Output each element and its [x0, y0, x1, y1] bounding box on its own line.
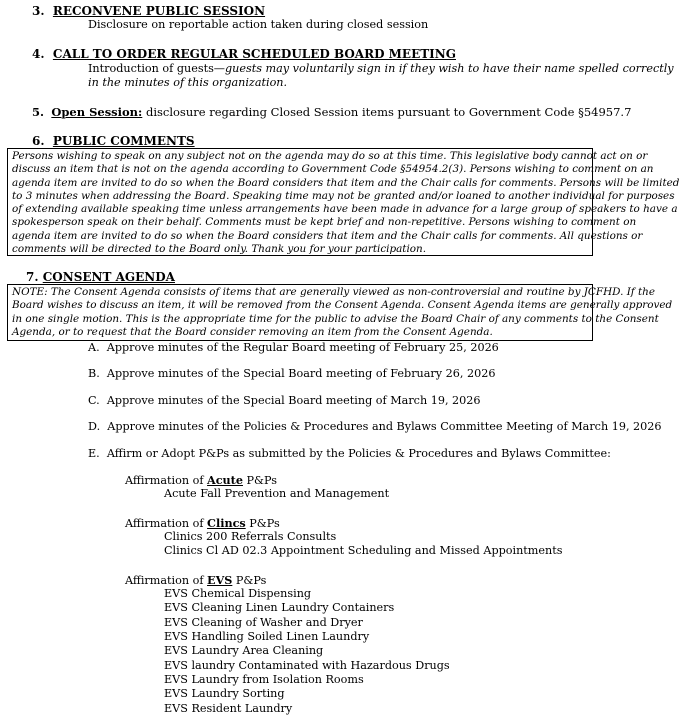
- consent-note-line: NOTE: The Consent Agenda consists of items that are generally viewed as non-controversial and routine by JCFHD. If the: [12, 286, 655, 298]
- section-7-heading: [26, 270, 175, 284]
- section-3-text: Disclosure on reportable action taken during closed session: [88, 18, 429, 31]
- consent-item-text: Approve minutes of the Policies & Procedures and Bylaws Committee Meeting of March 19, 2026: [107, 420, 662, 433]
- affirmation-acute-heading: [125, 473, 277, 488]
- policy-item: Acute Fall Prevention and Management: [164, 487, 390, 500]
- public-comments-line: to 3 minutes when addressing the Board. Speaking time may not be granted and/or loaned to another individual for purposes: [12, 189, 675, 202]
- affirmation-suffix: P&Ps: [245, 517, 280, 530]
- consent-note-box: [7, 284, 673, 341]
- policy-item: Clinics Cl AD 02.3 Appointment Scheduling and Missed Appointments: [164, 544, 563, 557]
- policy-item: EVS laundry Contaminated with Hazardous Drugs: [164, 659, 450, 672]
- affirmation-prefix: Affirmation of: [125, 574, 208, 587]
- consent-item-letter: D.: [88, 420, 101, 433]
- public-comments-line: comments will be directed to the Board only. Thank you for your participation.: [12, 243, 427, 256]
- public-comments-line: spokesperson speak on their behalf. Comments must be kept brief and non-repetitive. Persons wishing to comment on: [12, 216, 637, 229]
- consent-note-line: Agenda, or to request that the Board consider removing an item from the Consent Agenda.: [12, 325, 493, 338]
- section-6-heading: [32, 134, 195, 148]
- section-5-title: Open Session:: [51, 105, 143, 119]
- consent-item-a: [88, 341, 499, 355]
- policy-item: EVS Laundry Area Cleaning: [164, 644, 324, 657]
- consent-item-b: [88, 367, 495, 381]
- section-5-number: 5.: [32, 105, 45, 119]
- affirmation-dept: Acute: [207, 473, 243, 487]
- public-comments-line: agenda item are invited to do so when the Board considers that item and the Chair calls for comments. All questions or: [12, 229, 643, 242]
- policy-item: EVS Cleaning of Washer and Dryer: [164, 616, 363, 629]
- section-3-title: RECONVENE PUBLIC SESSION: [52, 4, 266, 18]
- consent-item-letter: C.: [88, 394, 100, 407]
- consent-item-d: [88, 420, 662, 434]
- public-comments-line: agenda item are invited to do so when the Board considers that item and the Chair calls for comments. Persons will be limited: [12, 176, 679, 189]
- consent-item-text: Approve minutes of the Regular Board meeting of February 25, 2026: [106, 341, 499, 354]
- consent-item-c: [88, 394, 481, 408]
- consent-item-letter: A.: [88, 341, 100, 354]
- section-4-intro: Introduction of guests—: [88, 62, 225, 75]
- policy-item: EVS Cleaning Linen Laundry Containers: [164, 601, 395, 614]
- section-3-number: 3.: [32, 4, 45, 18]
- affirmation-prefix: Affirmation of: [125, 517, 208, 530]
- consent-item-e: [88, 447, 611, 461]
- policy-item: EVS Resident Laundry: [164, 702, 293, 715]
- section-3-heading: [32, 4, 265, 18]
- section-6-title: PUBLIC COMMENTS: [52, 134, 195, 148]
- section-7-number: 7.: [26, 270, 39, 284]
- section-7-title: CONSENT AGENDA: [42, 270, 175, 284]
- policy-item: EVS Handling Soiled Linen Laundry: [164, 630, 370, 643]
- section-4-line-2: in the minutes of this organization.: [88, 76, 288, 89]
- section-4-number: 4.: [32, 47, 45, 61]
- public-comments-line: discuss an item that is not on the agenda according to Government Code §54954.2(3). Persons wishing to comment on an: [12, 163, 654, 176]
- policy-item: EVS Chemical Dispensing: [164, 587, 312, 600]
- section-4-title: CALL TO ORDER REGULAR SCHEDULED BOARD MEETING: [52, 47, 456, 61]
- consent-item-letter: B.: [88, 367, 100, 380]
- policy-item: Clinics 200 Referrals Consults: [164, 530, 337, 543]
- public-comments-box: [7, 148, 679, 256]
- consent-note-line: in one single motion. This is the appropriate time for the public to advise the Board Chair of any comments to the Consent: [12, 312, 659, 325]
- affirmation-prefix: Affirmation of: [125, 474, 208, 487]
- affirmation-suffix: P&Ps: [232, 574, 267, 587]
- consent-item-text: Affirm or Adopt P&Ps as submitted by the Policies & Procedures and Bylaws Committee:: [106, 447, 611, 460]
- section-4-heading: [32, 47, 456, 61]
- affirmation-clincs-heading: [125, 516, 280, 531]
- affirmation-suffix: P&Ps: [242, 474, 277, 487]
- policy-item: EVS Laundry Sorting: [164, 687, 285, 700]
- affirmation-evs-heading: [125, 573, 266, 588]
- section-6-number: 6.: [32, 134, 45, 148]
- section-4-line-1: [88, 62, 674, 76]
- affirmation-dept: EVS: [207, 573, 233, 587]
- consent-item-text: Approve minutes of the Special Board meeting of March 19, 2026: [106, 394, 481, 407]
- affirmation-dept: Clincs: [207, 516, 246, 530]
- section-5-text: disclosure regarding Closed Session items pursuant to Government Code §54957.7: [142, 105, 632, 119]
- policy-item: EVS Laundry from Isolation Rooms: [164, 673, 364, 686]
- public-comments-line: of extending available speaking time unless arrangements have been made in advance for a large group of speakers to have a: [12, 203, 678, 216]
- public-comments-line: Persons wishing to speak on any subject not on the agenda may do so at this time. This legislative body cannot act on or: [12, 150, 648, 162]
- section-5-line: [32, 105, 631, 119]
- section-4-italic-1: guests may voluntarily sign in if they wish to have their name spelled correctly: [225, 62, 674, 75]
- consent-note-line: Board wishes to discuss an item, it will be removed from the Consent Agenda. Consent Agenda items are generally approved: [12, 299, 673, 312]
- consent-item-letter: E.: [88, 447, 100, 460]
- consent-item-text: Approve minutes of the Special Board meeting of February 26, 2026: [106, 367, 496, 380]
